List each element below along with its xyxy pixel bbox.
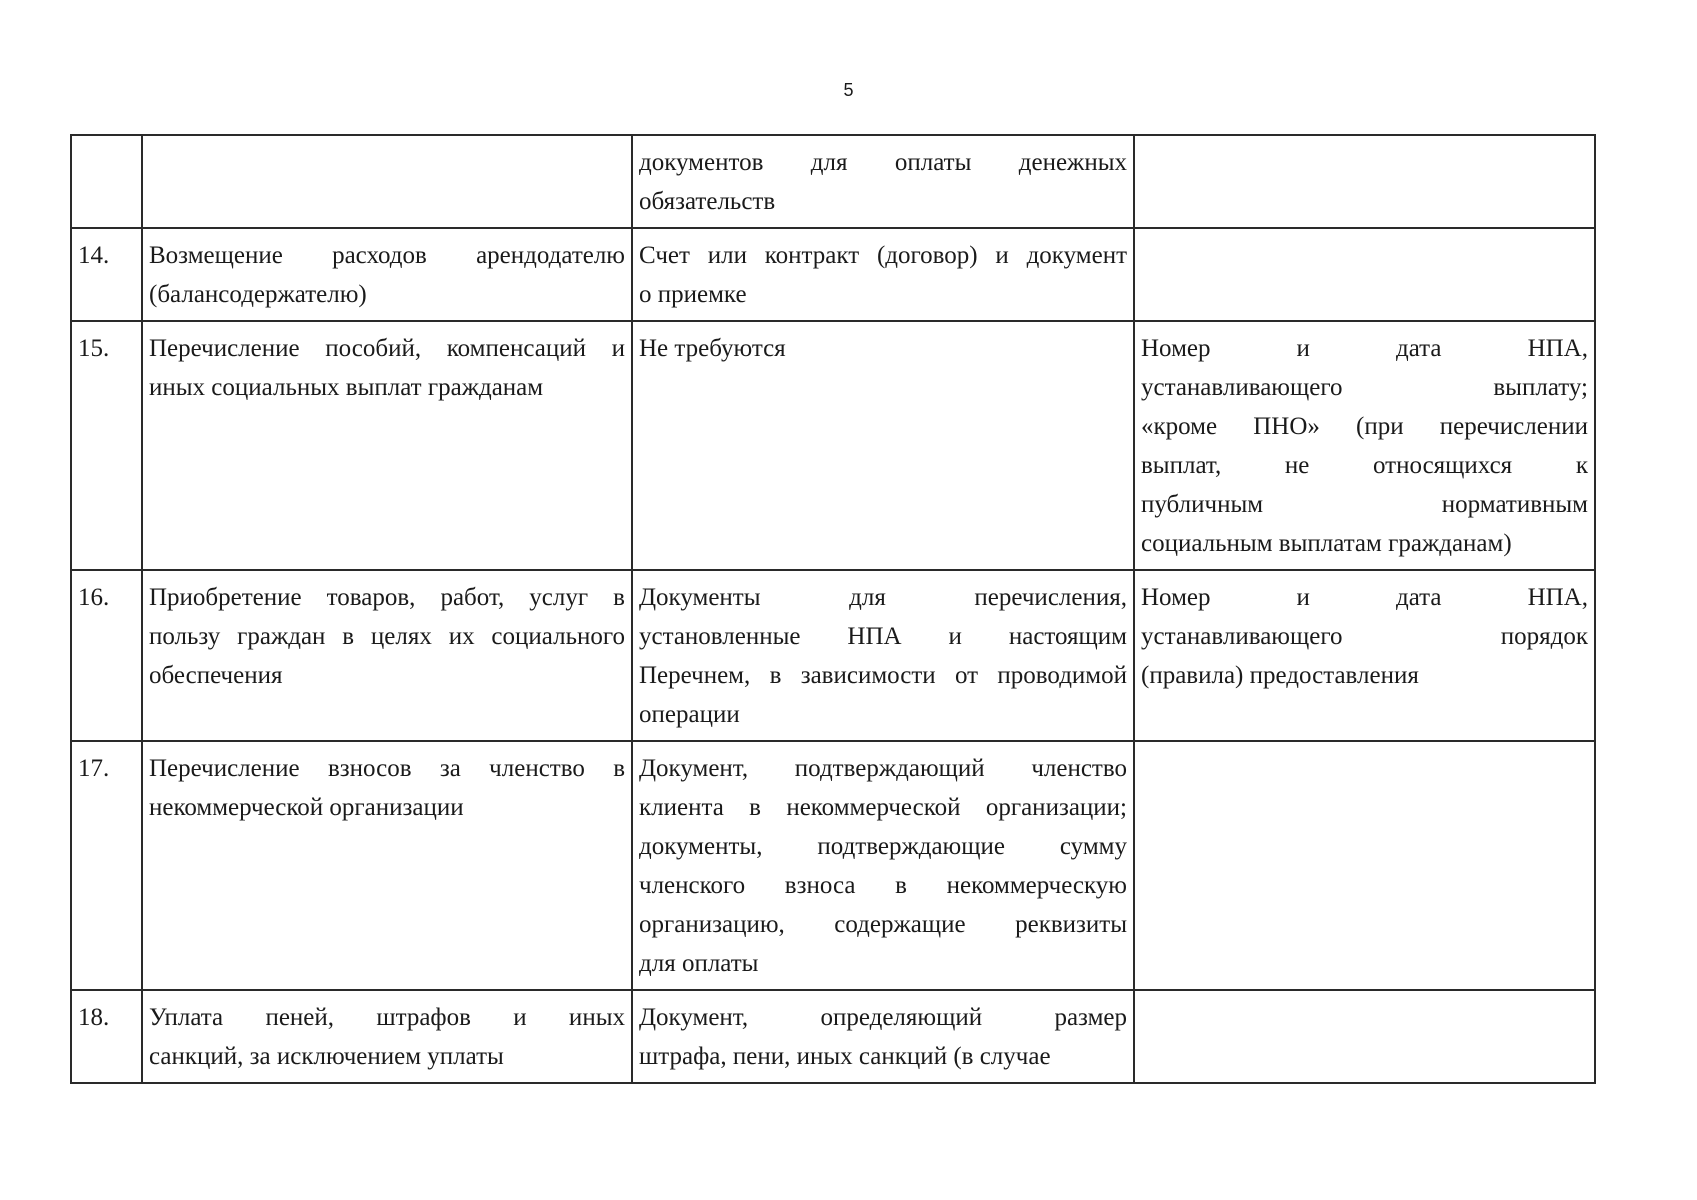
document-table	[70, 134, 1596, 1084]
operation-name-cell-line: Перечисление взносов за членство в	[149, 755, 625, 782]
row-number-cell	[71, 570, 142, 741]
required-documents-cell	[632, 570, 1134, 741]
required-documents-cell-line: обязательств	[639, 188, 776, 215]
operation-name-cell-line: иных социальных выплат гражданам	[149, 374, 544, 401]
row-number-cell	[71, 990, 142, 1083]
required-documents-cell-line: Счет или контракт (договор) и документ	[639, 242, 1127, 269]
operation-name-cell	[142, 135, 632, 228]
row-number-cell-text: 18.	[78, 1004, 110, 1031]
row-number-cell	[71, 741, 142, 990]
operation-name-cell	[142, 228, 632, 321]
notes-cell-line: социальным выплатам гражданам)	[1141, 530, 1512, 557]
notes-cell	[1134, 135, 1595, 228]
table-body	[71, 135, 1595, 1083]
operation-name-cell-line: Приобретение товаров, работ, услуг в	[149, 584, 625, 611]
required-documents-cell	[632, 321, 1134, 570]
required-documents-cell-line: установленные НПА и настоящим	[639, 623, 1127, 650]
operation-name-cell	[142, 321, 632, 570]
row-number-cell-text: 15.	[78, 335, 110, 362]
required-documents-cell-line: организацию, содержащие реквизиты	[639, 911, 1127, 938]
notes-cell-line: выплат, не относящихся к	[1141, 452, 1588, 479]
table-row	[71, 228, 1595, 321]
required-documents-cell-line: операции	[639, 701, 740, 728]
operation-name-cell-line: (балансодержателю)	[149, 281, 367, 308]
required-documents-cell-line: для оплаты	[639, 950, 759, 977]
notes-cell-line: «кроме ПНО» (при перечислении	[1141, 413, 1588, 440]
required-documents-cell	[632, 135, 1134, 228]
required-documents-cell-line: членского взноса в некоммерческую	[639, 872, 1127, 899]
required-documents-cell-line: документов для оплаты денежных	[639, 149, 1127, 176]
table-row	[71, 570, 1595, 741]
required-documents-cell-line: Не требуются	[639, 335, 786, 362]
row-number-cell	[71, 228, 142, 321]
operation-name-cell	[142, 741, 632, 990]
notes-cell-line: публичным нормативным	[1141, 491, 1588, 518]
operation-name-cell-line: пользу граждан в целях их социального	[149, 623, 625, 650]
operation-name-cell	[142, 570, 632, 741]
notes-cell-line: устанавливающего порядок	[1141, 623, 1588, 650]
table-row	[71, 321, 1595, 570]
required-documents-cell-line: Документ, подтверждающий членство	[639, 755, 1127, 782]
required-documents-cell-line: документы, подтверждающие сумму	[639, 833, 1127, 860]
operation-name-cell-line: обеспечения	[149, 662, 283, 689]
notes-cell-line: Номер и дата НПА,	[1141, 584, 1588, 611]
page-number: 5	[843, 80, 854, 100]
notes-cell	[1134, 741, 1595, 990]
operation-name-cell-line: Возмещение расходов арендодателю	[149, 242, 625, 269]
notes-cell	[1134, 990, 1595, 1083]
required-documents-cell	[632, 990, 1134, 1083]
required-documents-cell-line: о приемке	[639, 281, 747, 308]
notes-cell-line: (правила) предоставления	[1141, 662, 1419, 689]
required-documents-cell-line: Документы для перечисления,	[639, 584, 1127, 611]
operation-name-cell-line: некоммерческой организации	[149, 794, 464, 821]
operation-name-cell-line: Уплата пеней, штрафов и иных	[149, 1004, 625, 1031]
required-documents-cell	[632, 741, 1134, 990]
operation-name-cell-line: санкций, за исключением уплаты	[149, 1043, 504, 1070]
notes-cell-line: устанавливающего выплату;	[1141, 374, 1588, 401]
row-number-cell	[71, 321, 142, 570]
table-row	[71, 741, 1595, 990]
required-documents-cell-line: Документ, определяющий размер	[639, 1004, 1127, 1031]
row-number-cell	[71, 135, 142, 228]
notes-cell-line: Номер и дата НПА,	[1141, 335, 1588, 362]
table-row	[71, 990, 1595, 1083]
row-number-cell-text: 14.	[78, 242, 110, 269]
required-documents-cell-line: Перечнем, в зависимости от проводимой	[639, 662, 1127, 689]
notes-cell	[1134, 228, 1595, 321]
required-documents-cell-line: клиента в некоммерческой организации;	[639, 794, 1127, 821]
notes-cell	[1134, 570, 1595, 741]
required-documents-cell	[632, 228, 1134, 321]
row-number-cell-text: 16.	[78, 584, 110, 611]
operation-name-cell-line: Перечисление пособий, компенсаций и	[149, 335, 625, 362]
required-documents-cell-line: штрафа, пени, иных санкций (в случае	[639, 1043, 1051, 1070]
notes-cell	[1134, 321, 1595, 570]
row-number-cell-text: 17.	[78, 755, 110, 782]
operation-name-cell	[142, 990, 632, 1083]
table-row	[71, 135, 1595, 228]
